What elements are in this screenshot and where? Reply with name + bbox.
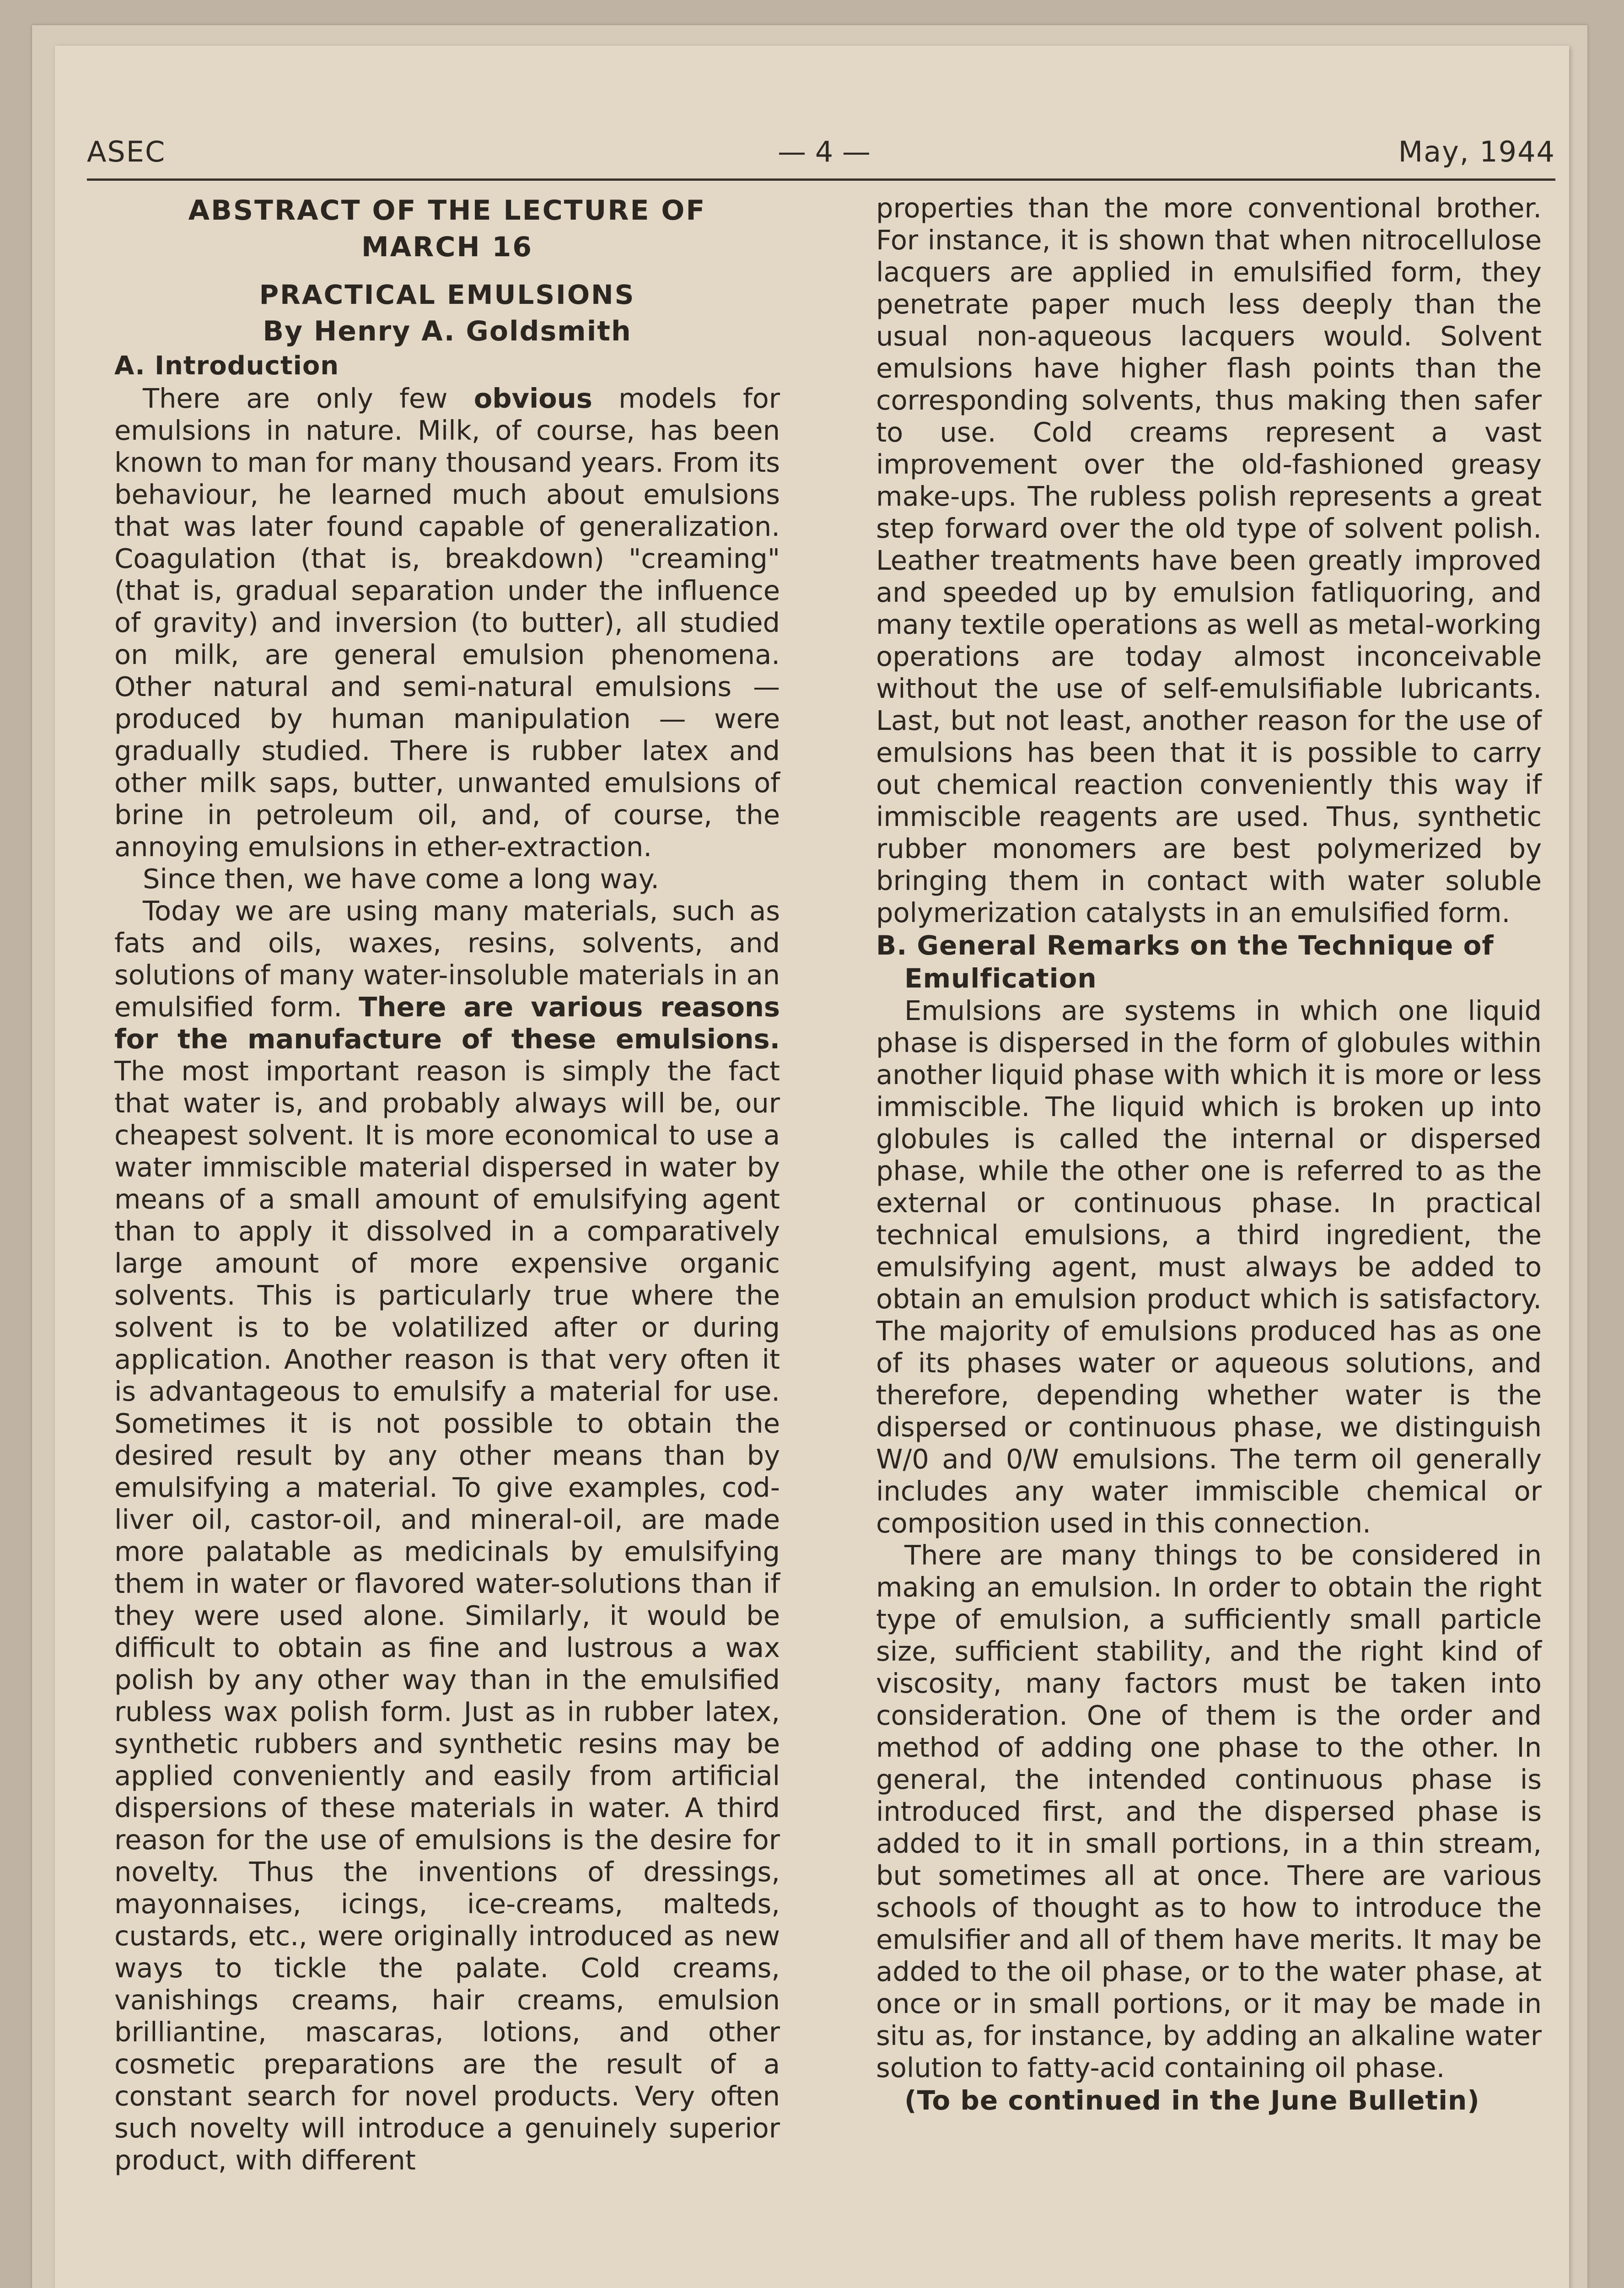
header-rule: [87, 178, 1555, 181]
p1-text-a: There are only few: [143, 383, 474, 414]
paragraph-2: Since then, we have come a long way.: [143, 863, 660, 895]
p3-text-a: Today we are using many materials, such as fats and oils, waxes, resins, solvents, and solutions of many water-insoluble materials in an emulsified form.: [114, 895, 780, 1023]
header-date: May, 1944: [1398, 135, 1555, 168]
paragraph-5: Emulsions are systems in which one liquid phase is dispersed in the form of globules within another liquid phase with which it is more or less immiscible. The liquid which is broken up into globules is called the internal or dispersed phase, while the other one is referred to as the external or continuous phase. In practical technical emulsions, a third ingredient, the emulsifying agent, must always be added to obtain an emulsion product which is satisfactory. The majority of emulsions produced has as one of its phases water or aqueous solutions, and therefore, depending whether water is the dispersed or continuous phase, we distinguish W/0 and 0/W emulsions. The term oil generally includes any water immiscible chemical or composition used in this connection.: [876, 995, 1542, 1539]
page-header: [87, 135, 1555, 185]
section-b-heading: [876, 929, 1542, 995]
paragraph-1: [114, 383, 780, 863]
continued-note: (To be continued in the June Bulletin): [904, 2085, 1480, 2116]
section-b-heading-line-2: Emulfication: [904, 963, 1097, 994]
paragraph-3: [114, 895, 780, 2176]
section-b-heading-line-1: B. General Remarks on the Technique of: [876, 930, 1494, 961]
p3-bold-reasons: There are various reasons for the manufacture of these emulsions.: [114, 991, 780, 1055]
article-title-line-2: MARCH 16: [361, 231, 533, 263]
paragraph-4: properties than the more conventional brother. For instance, it is shown that when nitrocellulose lacquers are applied in emulsified form, they penetrate paper much less deeply than the usual non-aqueous lacquers would. Solvent emulsions have higher flash points than the corresponding solvents, thus making then safer to use. Cold creams represent a vast improvement over the old-fashioned greasy make-ups. The rubless polish represents a great step forward over the old type of solvent polish. Leather treatments have been greatly improved and speeded up by emulsion fatliquoring, and many textile operations as well as metal-working operations are today almost inconceivable without the use of self-emulsifiable lubricants. Last, but not least, another reason for the use of emulsions has been that it is possible to carry out chemical reaction conveniently this way if immiscible reagents are used. Thus, synthetic rubber monomers are best polymerized by bringing them in contact with water soluble polymerization catalysts in an emulsified form.: [876, 192, 1542, 928]
left-column: [114, 192, 780, 2176]
paragraph-6: There are many things to be considered in making an emulsion. In order to obtain the right type of emulsion, a sufficiently small particle size, sufficient stability, and the right kind of viscosity, many factors must be taken into consideration. One of them is the order and method of adding one phase to the other. In general, the intended continuous phase is introduced first, and the dispersed phase is added to it in small portions, in a thin stream, but sometimes all at once. There are various schools of thought as to how to introduce the emulsifier and all of them have merits. It may be added to the oil phase, or to the water phase, at once or in small portions, or it may be made in situ as, for instance, by adding an alkaline water solution to fatty-acid containing oil phase.: [876, 1539, 1542, 2083]
article-subtitle: PRACTICAL EMULSIONS: [259, 279, 635, 310]
article-byline: By Henry A. Goldsmith: [263, 315, 632, 347]
header-page-number: — 4 —: [778, 135, 871, 168]
right-column: [876, 192, 1542, 2117]
p1-text-c: models for emulsions in nature. Milk, of course, has been known to man for many thousand years. From its behaviour, he learned much about emulsions that was later found capable of generalization. Coagulation (that is, breakdown) "creaming" (that is, gradual separation under the influence of gravity) and inversion (to butter), all studied on milk, are general emulsion phenomena. Other natural and semi-natural emulsions — produced by human manipulation — were gradually studied. There is rubber latex and other milk saps, butter, unwanted emulsions of brine in petroleum oil, and, of course, the annoying emulsions in ether-extraction.: [114, 383, 780, 863]
p1-bold-obvious: obvious: [473, 383, 592, 414]
p3-text-c: The most important reason is simply the fact that water is, and probably always will be, our cheapest solvent. It is more economical to use a water immiscible material dispersed in water by means of a small amount of emulsifying agent than to apply it dissolved in a comparatively large amount of more expensive organic solvents. This is particularly true where the solvent is to be volatilized after or during application. Another reason is that very often it is advantageous to emulsify a material for use. Sometimes it is not possible to obtain the desired result by any other means than by emulsifying a material. To give examples, cod-liver oil, castor-oil, and mineral-oil, are made more palatable as medicinals by emulsifying them in water or flavored water-solutions than if they were used alone. Similarly, it would be difficult to obtain as fine and lustrous a wax polish by any other way than in the emulsified rubless wax polish form. Just as in rubber latex, synthetic rubbers and synthetic resins may be applied conveniently and easily from artificial dispersions of these materials in water. A third reason for the use of emulsions is the desire for novelty. Thus the inventions of dressings, mayonnaises, icings, ice-creams, malteds, custards, etc., were originally introduced as new ways to tickle the palate. Cold creams, vanishings creams, hair creams, emulsion brilliantine, mascaras, lotions, and other cosmetic preparations are the result of a constant search for novel products. Very often such novelty will introduce a genuinely superior product, with different: [114, 1055, 780, 2176]
section-a-heading: A. Introduction: [114, 351, 339, 381]
header-org: ASEC: [87, 135, 166, 168]
article-title-line-1: ABSTRACT OF THE LECTURE OF: [188, 194, 706, 227]
